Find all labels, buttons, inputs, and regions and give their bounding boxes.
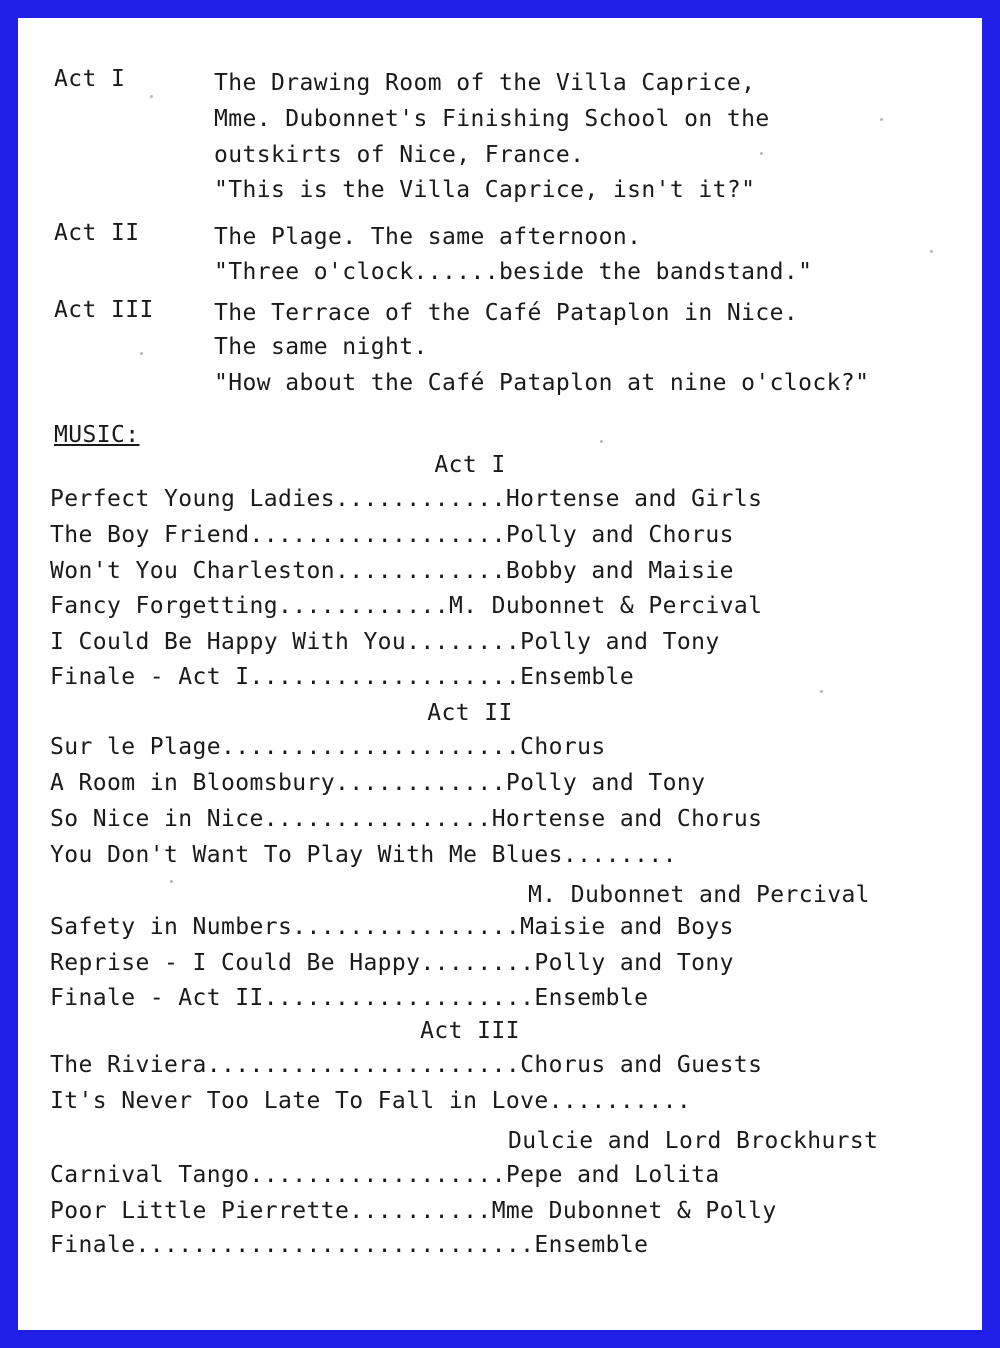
song-performers: Chorus bbox=[520, 734, 606, 760]
act-2-label: Act II bbox=[54, 220, 140, 246]
song-performers: Mme Dubonnet & Polly bbox=[491, 1198, 777, 1224]
song-title: I Could Be Happy With You bbox=[50, 629, 407, 655]
paper-speckle bbox=[760, 152, 763, 155]
song-row bbox=[50, 732, 606, 762]
song-title: Finale - Act II bbox=[50, 985, 264, 1011]
paper-speckle bbox=[880, 118, 883, 121]
song-performers: Polly and Chorus bbox=[505, 522, 734, 548]
song-title: A Room in Bloomsbury bbox=[50, 770, 335, 796]
song-row bbox=[50, 804, 762, 834]
song-performers: Polly and Tony bbox=[520, 629, 720, 655]
leader-dots: ...................... bbox=[206, 1052, 521, 1078]
act-3-quote: "How about the Café Pataplon at nine o'clock?" bbox=[214, 370, 870, 396]
act-3-setting-line: The same night. bbox=[214, 334, 428, 360]
leader-dots: ............ bbox=[277, 593, 449, 619]
leader-dots: ............ bbox=[334, 558, 506, 584]
act-1-setting-line: outskirts of Nice, France. bbox=[214, 142, 585, 168]
song-row bbox=[50, 1050, 762, 1080]
leader-dots: .................. bbox=[249, 1162, 506, 1188]
song-row bbox=[50, 983, 648, 1013]
song-title: Perfect Young Ladies bbox=[50, 486, 335, 512]
song-title: It's Never Too Late To Fall in Love bbox=[50, 1088, 549, 1114]
leader-dots: ................... bbox=[249, 664, 521, 690]
leader-dots: ..................... bbox=[220, 734, 521, 760]
song-performers: Bobby and Maisie bbox=[505, 558, 734, 584]
song-performers: Pepe and Lolita bbox=[505, 1162, 720, 1188]
leader-dots: ........ bbox=[406, 629, 521, 655]
paper-speckle bbox=[600, 440, 603, 443]
song-performers: Ensemble bbox=[534, 1232, 649, 1258]
song-title: Poor Little Pierrette bbox=[50, 1198, 350, 1224]
song-title: Finale bbox=[50, 1232, 136, 1258]
song-title: Carnival Tango bbox=[50, 1162, 250, 1188]
act-1-quote: "This is the Villa Caprice, isn't it?" bbox=[214, 177, 756, 203]
song-row bbox=[50, 1196, 777, 1226]
act-2-setting-line: The Plage. The same afternoon. bbox=[214, 224, 642, 250]
music-act-2-heading: Act II bbox=[427, 700, 513, 726]
paper-speckle bbox=[820, 690, 823, 693]
song-performers: Hortense and Girls bbox=[505, 486, 763, 512]
song-row bbox=[50, 768, 705, 798]
song-title: Won't You Charleston bbox=[50, 558, 335, 584]
song-performers: Polly and Tony bbox=[505, 770, 706, 796]
song-row bbox=[50, 591, 762, 621]
song-title: Reprise - I Could Be Happy bbox=[50, 950, 421, 976]
act-3-setting-line: The Terrace of the Café Pataplon in Nice. bbox=[214, 300, 799, 326]
song-row bbox=[50, 1160, 720, 1190]
song-row bbox=[50, 556, 734, 586]
leader-dots: .......... bbox=[548, 1088, 692, 1114]
music-act-3-heading: Act III bbox=[420, 1018, 520, 1044]
song-row bbox=[50, 627, 720, 657]
song-performers: Chorus and Guests bbox=[520, 1052, 763, 1078]
song-row bbox=[50, 948, 734, 978]
act-3-label: Act III bbox=[54, 297, 154, 323]
act-1-setting-line: Mme. Dubonnet's Finishing School on the bbox=[214, 106, 770, 132]
leader-dots: ............................ bbox=[135, 1232, 535, 1258]
song-performers: M. Dubonnet and Percival bbox=[528, 882, 870, 908]
song-performers: Ensemble bbox=[534, 985, 649, 1011]
song-performers: Maisie and Boys bbox=[520, 914, 734, 940]
leader-dots: ............ bbox=[334, 770, 506, 796]
paper-speckle bbox=[150, 95, 153, 98]
paper-speckle bbox=[140, 352, 143, 355]
song-performers: Hortense and Chorus bbox=[491, 806, 763, 832]
song-title: The Boy Friend bbox=[50, 522, 250, 548]
song-row bbox=[50, 1086, 691, 1116]
leader-dots: .................. bbox=[249, 522, 506, 548]
song-performers: Ensemble bbox=[520, 664, 635, 690]
song-performers: Polly and Tony bbox=[534, 950, 734, 976]
song-title: Safety in Numbers bbox=[50, 914, 293, 940]
paper-speckle bbox=[930, 250, 933, 253]
leader-dots: ................ bbox=[263, 806, 492, 832]
song-title: You Don't Want To Play With Me Blues bbox=[50, 842, 563, 868]
act-1-setting-line: The Drawing Room of the Villa Caprice, bbox=[214, 70, 756, 96]
leader-dots: ........ bbox=[562, 842, 677, 868]
act-2-quote: "Three o'clock......beside the bandstand." bbox=[214, 259, 813, 285]
leader-dots: .......... bbox=[349, 1198, 492, 1224]
leader-dots: ................... bbox=[263, 985, 535, 1011]
song-row bbox=[50, 1230, 648, 1260]
song-title: The Riviera bbox=[50, 1052, 207, 1078]
song-title: Fancy Forgetting bbox=[50, 593, 278, 619]
song-title: Finale - Act I bbox=[50, 664, 250, 690]
leader-dots: ............ bbox=[334, 486, 506, 512]
music-act-1-heading: Act I bbox=[434, 452, 506, 478]
song-title: Sur le Plage bbox=[50, 734, 221, 760]
song-row bbox=[50, 840, 677, 870]
paper-speckle bbox=[170, 880, 173, 883]
leader-dots: ........ bbox=[420, 950, 535, 976]
act-1-label: Act I bbox=[54, 66, 126, 92]
song-performers: M. Dubonnet & Percival bbox=[448, 593, 763, 619]
music-heading: MUSIC: bbox=[54, 422, 140, 448]
song-row bbox=[50, 520, 734, 550]
song-performers: Dulcie and Lord Brockhurst bbox=[508, 1128, 879, 1154]
song-row bbox=[50, 484, 762, 514]
song-row bbox=[50, 662, 634, 692]
song-row bbox=[50, 912, 734, 942]
song-title: So Nice in Nice bbox=[50, 806, 264, 832]
leader-dots: ................ bbox=[292, 914, 521, 940]
